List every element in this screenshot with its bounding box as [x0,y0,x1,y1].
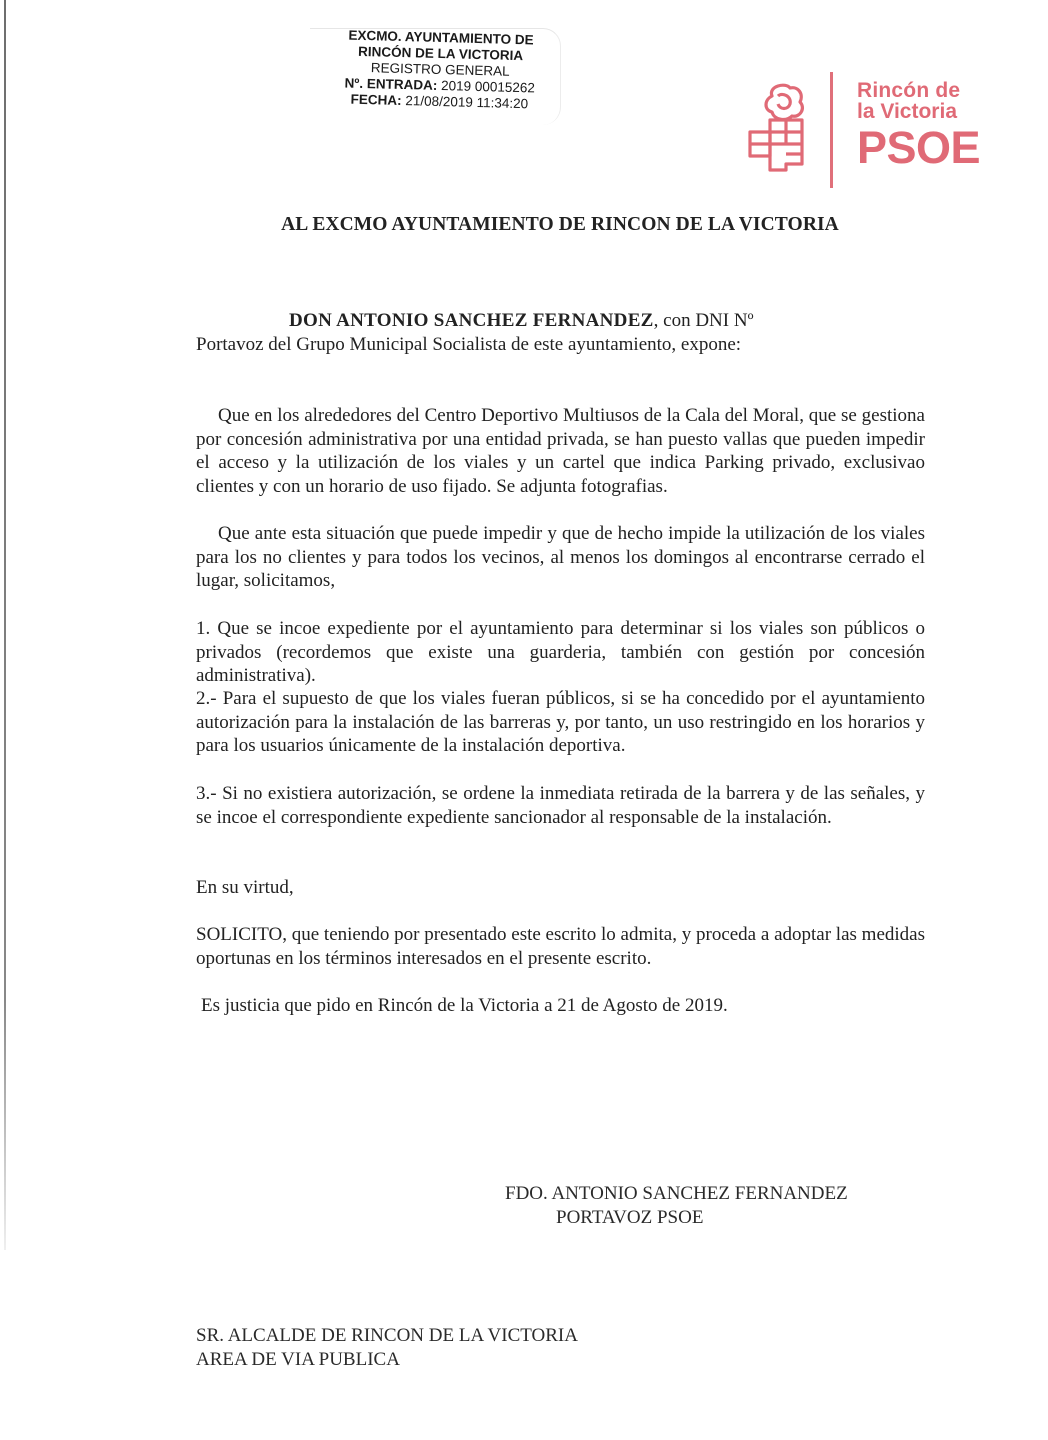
applicant-role: Portavoz del Grupo Municipal Socialista de este ayuntamiento, expone: [196,334,742,355]
applicant-name: DON ANTONIO SANCHEZ FERNANDEZ [289,310,654,331]
signature-role: PORTAVOZ PSOE [556,1207,704,1228]
stamp-entrada-label: Nº. ENTRADA: [344,75,438,93]
request-point-3: 3.- Si no existiera autorización, se ordene la inmediata retirada de la barrera y de las señales, y se incoe el correspondiente expediente sancionador al responsable de la instalación. [196,783,925,828]
request-point-2: 2.- Para el supuesto de que los viales fueran públicos, si se ha concedido por el ayuntamiento autorización para la instalación de las barreras y, por tanto, un uso restringido en los horarios y para los usuarios únicamente de la instalación deportiva. [196,688,925,757]
stamp-line-1: EXCMO. AYUNTAMIENTO DE [348,27,534,48]
stamp-line-3: REGISTRO GENERAL [370,60,510,79]
en-su-virtud: En su virtud, [196,877,294,898]
closing-line: Es justicia que pido en Rincón de la Victoria a 21 de Agosto de 2019. [201,995,728,1016]
logo-line-1: Rincón de [857,79,961,102]
logo-line-2: la Victoria [857,100,957,123]
stamp-line-2: RINCÓN DE LA VICTORIA [357,43,524,64]
solicito-paragraph: SOLICITO, que teniendo por presentado este escrito lo admita, y proceda a adoptar las medidas oportunas en los términos interesados en el presente escrito. [196,924,925,969]
addressee-line-2: AREA DE VIA PUBLICA [196,1349,400,1370]
addressee-line-1: SR. ALCALDE DE RINCON DE LA VICTORIA [196,1325,578,1346]
logo-text [857,80,980,171]
stamp-fecha-label: FECHA: [350,91,402,108]
document-title: AL EXCMO AYUNTAMIENTO DE RINCON DE LA VICTORIA [281,214,839,235]
registry-stamp [319,27,561,128]
logo-divider [830,72,833,188]
stamp-fecha-value: 21/08/2019 11:34:20 [405,93,529,112]
paragraph-2: Que ante esta situación que puede impedir y que de hecho impide la utilización de los viales para los no clientes y para todos los vecinos, al menos los domingos al encontrarse cerrado el lugar, solicitamos, [196,523,925,592]
paragraph-1: Que en los alrededores del Centro Deportivo Multiusos de la Cala del Moral, que se gestiona por concesión administrativa por una entidad privada, se han puesto vallas que pueden impedir el acceso y la utilización de los viales y un cartel que indica Parking privado, exclusivao clientes y con un horario de uso fijado. Se adjunta fotografias. [196,405,925,497]
applicant-dni: , con DNI Nº [653,310,754,331]
psoe-logo [746,72,981,190]
stamp-entrada-value: 2019 00015262 [440,78,536,96]
request-point-1: 1. Que se incoe expediente por el ayuntamiento para determinar si los viales son públicos o privados (recordemos que existe una guarderia, también con gestión por concesión administrativa). [196,618,925,687]
scan-edge-line [4,0,6,1250]
signature-name: FDO. ANTONIO SANCHEZ FERNANDEZ [505,1183,848,1204]
applicant-line [289,310,753,332]
fist-and-rose-icon [746,82,810,172]
logo-line-3: PSOE [857,122,981,173]
